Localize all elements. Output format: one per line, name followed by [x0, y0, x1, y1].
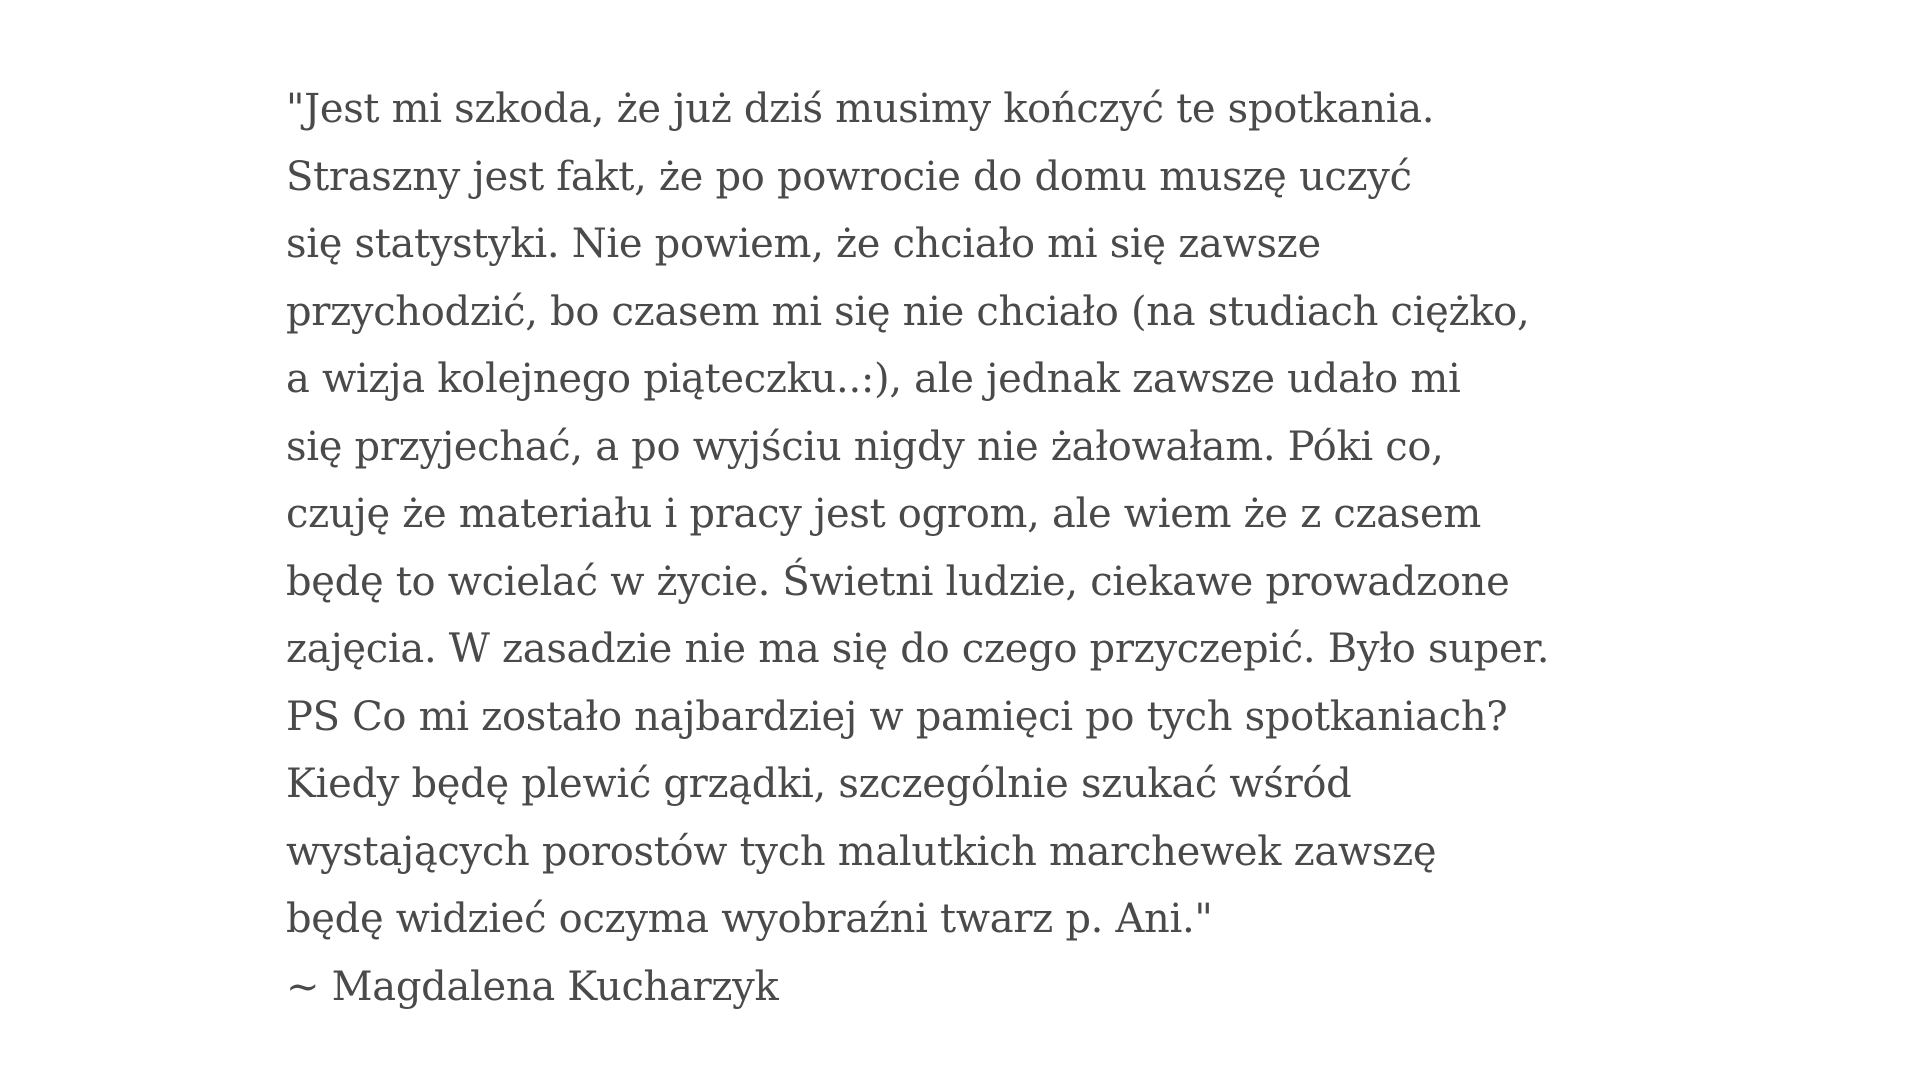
- quote-line: PS Co mi zostało najbardziej w pamięci po tych spotkaniach?: [286, 693, 1508, 740]
- quote-line: zajęcia. W zasadzie nie ma się do czego przyczepić. Było super.: [286, 626, 1550, 672]
- quote-line: Straszny jest fakt, że po powrocie do domu muszę uczyć: [286, 153, 1412, 200]
- quote-line: przychodzić, bo czasem mi się nie chciało (na studiach ciężko,: [286, 288, 1530, 335]
- quote-line: będę widzieć oczyma wyobraźni twarz p. Ani.": [286, 896, 1213, 942]
- quote-line: a wizja kolejnego piąteczku..:), ale jednak zawsze udało mi: [286, 356, 1461, 402]
- quote-line: wystających porostów tych malutkich marchewek zawszę: [286, 828, 1437, 875]
- quote-author: ~ Magdalena Kucharzyk: [286, 963, 779, 1010]
- quote-line: się przyjechać, a po wyjściu nigdy nie żałowałam. Póki co,: [286, 423, 1444, 470]
- quote-line: "Jest mi szkoda, że już dziś musimy kończyć te spotkania.: [286, 86, 1435, 132]
- quote-line: będę to wcielać w życie. Świetni ludzie, ciekawe prowadzone: [286, 558, 1510, 605]
- quote-line: czuję że materiału i pracy jest ogrom, ale wiem że z czasem: [286, 491, 1482, 537]
- quote-line: Kiedy będę plewić grządki, szczególnie szukać wśród: [286, 761, 1352, 807]
- testimonial-quote: [286, 76, 1686, 1021]
- quote-line: się statystyki. Nie powiem, że chciało mi się zawsze: [286, 221, 1321, 267]
